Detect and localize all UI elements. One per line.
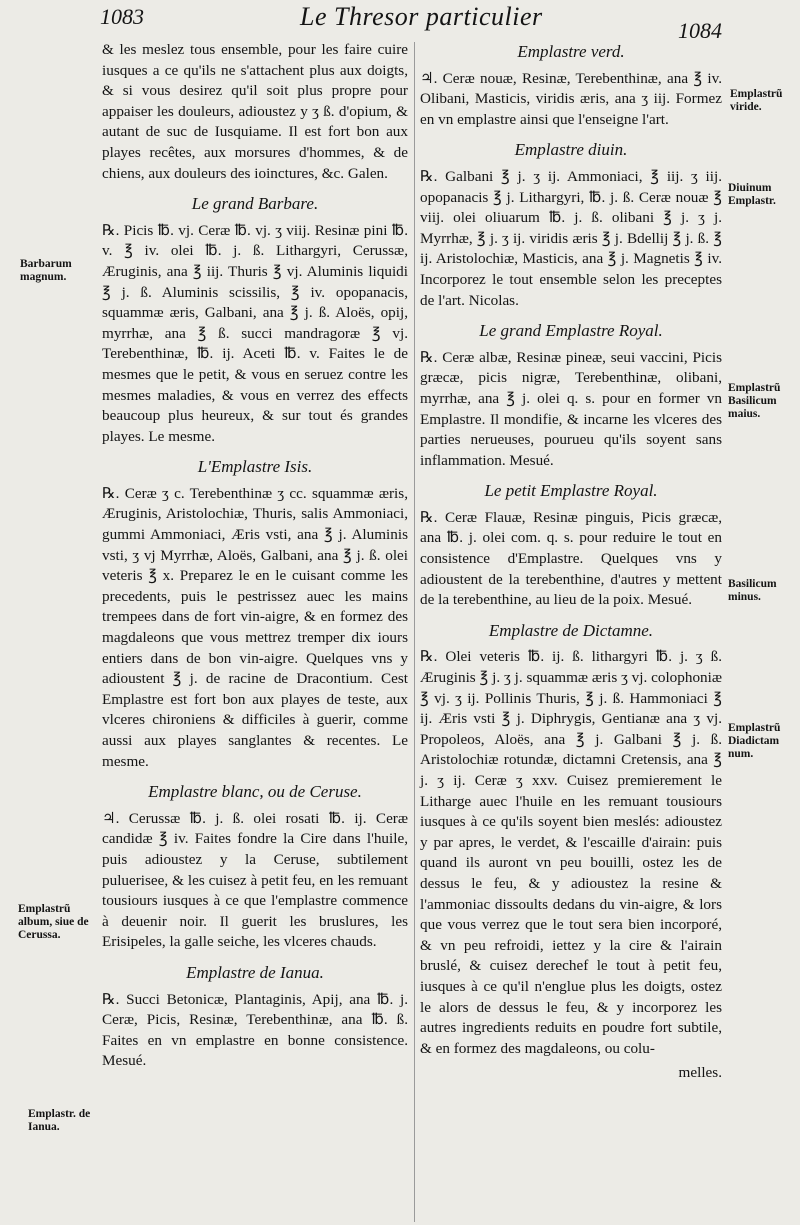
recipe-emplastre-verd: ♃. Ceræ nouæ, Resinæ, Terebenthinæ, ana ℥ iv. Olibani, Masticis, viridis æris, ana ʒ iij. Formez en vn emplastre ainsi que l'enseigne l'art.	[420, 69, 722, 128]
recipe-emplastre-blanc: ♃. Cerussæ ℔. j. ß. olei rosati ℔. ij. Ceræ candidæ ℥ iv. Faites fondre la Cire dans l'huile, puis adioustez y la Ceruse, subtilement puluerisee, & les cuisez à petit feu, en les remuant tousiours iusques à ce que l'emplastre commence à deuenir noir. Il guerit les bruslures, les Erisipeles, la galle seiche, les vlceres chauds.	[102, 809, 408, 951]
margin-note-basilicum-maius: Emplastrũ Basilicum maius.	[728, 382, 781, 420]
column-divider	[414, 42, 415, 1222]
heading-grand-emplastre-royal: Le grand Emplastre Royal.	[479, 321, 663, 341]
recipe-emplastre-dictamne: ℞. Olei veteris ℔. ij. ß. lithargyri ℔. j. ʒ ß. Æruginis ℥ j. ʒ j. squammæ æris ʒ vj. colophoniæ ℥ vj. ʒ ij. Pollinis Thuris, ℥ j. ß. Hammoniaci ℥ ij. Æris vsti ℥ j. Diphrygis, Gentianæ ana ʒ vj. Propoleos, Aloës, ana ℥ j. Galbani ℥ j. ß. Aristolochiæ rotundæ, dictamni Cretensis, ana ℥ j. ʒ ij. Ceræ ʒ xxv. Cuisez premierement le Litharge auec l'huile en les remuant tousiours iusques à ce qu'ils soyent bien meslés: adioustez y par apres, le verdet, & l'escaille d'airain: puis quand ils auront vn peu bouilli, ostez les de dessus le feu, & y adioustez la resine & l'ammoniac dissoults dedans du vin-aigre, & lors que vous verrez que le tout sera bien incorporé, & vn peu refroidi, iettez y la cire & l'airain bruslé, & cuisez derechef le tout à petit feu, iusques à ce qu'il n'englue plus les doigts, ostez le alors de dessus le feu, & y incorporez les autres ingredients reduits en poudre fort subtile, & en formez des magdaleons, ou colu-	[420, 648, 722, 1057]
heading-emplastre-ianua: Emplastre de Ianua.	[186, 962, 324, 982]
recipe-grand-barbare: ℞. Picis ℔. vj. Ceræ ℔. vj. ʒ viij. Resinæ pini ℔. v. ℥ iv. olei ℔. j. ß. Lithargyri, Cerussæ, Æruginis, ana ℥ iij. Thuris ℥ vj. Aluminis liquidi ℥ j. ß. Aluminis scissilis, ℥ iv. opopanacis, squammæ æris, Galbani, ana ℥ j. ß. Aloës, opij, myrrhæ, ana ℥ ß. succi mandragoræ ℥ vj. Terebenthinæ, ℔. ij. Aceti ℔. v. Faites le de mesmes que le petit, & vous en seruez contre les mesmes maladies, & vous en verrez des effects beaucoup plus heureux, & sur tout és grandes playes. Le mesme.	[102, 221, 408, 445]
recipe-emplastre-ianua: ℞. Succi Betonicæ, Plantaginis, Apij, ana ℔. j. Ceræ, Picis, Resinæ, Terebenthinæ, ana ℔. ß. Faites en vn emplastre en bonne consistence. Mesué.	[102, 990, 408, 1070]
catchword: melles.	[678, 1064, 722, 1082]
recipe-petit-emplastre-royal: ℞. Ceræ Flauæ, Resinæ pinguis, Picis græcæ, ana ℔. j. olei com. q. s. pour reduire le tout en consistence d'Emplastre. Quelques vns y adioustent de la terebenthine, d'autres y mettent de la terebenthine, au lieu de la poix. Mesué.	[420, 508, 722, 609]
heading-emplastre-diuin: Emplastre diuin.	[514, 140, 628, 160]
recipe-emplastre-diuin: ℞. Galbani ℥ j. ʒ ij. Ammoniaci, ℥ iij. ʒ iij. opopanacis ℥ j. Lithargyri, ℔. j. ß. Ceræ nouæ ℥ viij. olei oliuarum ℔. j. ß. olibani ℥ j. ʒ j. Myrrhæ, ℥ j. ʒ ij. viridis æris ℥ j. Bdellij ℥ j. ß. ℥ ij. Aristolochiæ, Masticis, ana ℥ j. Magnetis ℥ iv. Incorporez le tout ensemble selon les preceptes de l'art. Nicolas.	[420, 167, 722, 309]
margin-note-diadictamnum: Emplastrũ Diadictam num.	[728, 722, 781, 760]
page-header	[0, 0, 800, 43]
margin-note-ianua: Emplastr. de Ianua.	[28, 1108, 91, 1133]
page-number-right: 1084	[678, 18, 722, 43]
margin-note-barbarum: Barbarum magnum.	[20, 258, 72, 283]
heading-emplastre-isis: L'Emplastre Isis.	[197, 457, 313, 477]
recipe-emplastre-isis: ℞. Ceræ ʒ c. Terebenthinæ ʒ cc. squammæ æris, Æruginis, Aristolochiæ, Thuris, salis Ammoniaci, gummi Ammoniaci, Æris vsti, ana ℥ j. Aluminis vsti, ʒ vj Myrrhæ, Aloës, Galbani, ana ℥ j. ß. olei veteris ℥ x. Preparez le en le cuisant comme les precedents, puis le pestrissez auec les mains trempees dans de fort vin-aigre, & en formez des magdaleons que vous mettrez tremper dix iours entiers dans de bon vin-aigre. Quelques vns y adioustent ℥ j. de racine de Dracontium. Cest Emplastre est fort bon aux playes de teste, aux vlceres chironiens & difficiles à guerir, comme aussi aux playes sanglantes & recentes. Le mesme.	[102, 484, 408, 770]
margin-note-basilicum-minus: Basilicum minus.	[728, 578, 777, 603]
heading-grand-barbare: Le grand Barbare.	[191, 194, 319, 214]
heading-emplastre-verd: Emplastre verd.	[517, 42, 625, 61]
heading-emplastre-dictamne: Emplastre de Dictamne.	[488, 620, 654, 640]
heading-petit-emplastre-royal: Le petit Emplastre Royal.	[484, 481, 658, 501]
right-column	[420, 40, 722, 1084]
page-number-left: 1083	[100, 4, 144, 29]
recipe-grand-emplastre-royal: ℞. Ceræ albæ, Resinæ pineæ, seui vaccini, Picis græcæ, picis nigræ, Terebenthinæ, olibani, myrrhæ, ana ℥ j. olei q. s. pour en former vn Emplastre. Il mondifie, & incarne les vlceres des parties nerueuses, pourueu qu'ils soyent sans inflammation. Mesué.	[420, 348, 722, 469]
margin-note-album: Emplastrũ album, siue de Cerussa.	[18, 903, 89, 941]
margin-note-diuinum: Diuinum Emplastr.	[728, 182, 776, 207]
left-column	[102, 40, 408, 1076]
margin-note-viride: Emplastrũ viride.	[730, 88, 783, 113]
running-title: Le Thresor particulier	[300, 2, 543, 31]
heading-emplastre-blanc: Emplastre blanc, ou de Ceruse.	[148, 782, 362, 802]
paragraph-continued: & les meslez tous ensemble, pour les faire cuire iusques a ce qu'ils ne s'attachent plus aux doigts, & si vous desirez qu'il soit plus propre pour appaiser les douleurs, adioustez y ʒ ß. d'opium, & autant de suc de Iusquiame. Il est fort bon aux playes recêtes, aux morsures d'hommes, & de chiens, aux douleurs des ioinctures, &c. Galen.	[102, 41, 408, 182]
